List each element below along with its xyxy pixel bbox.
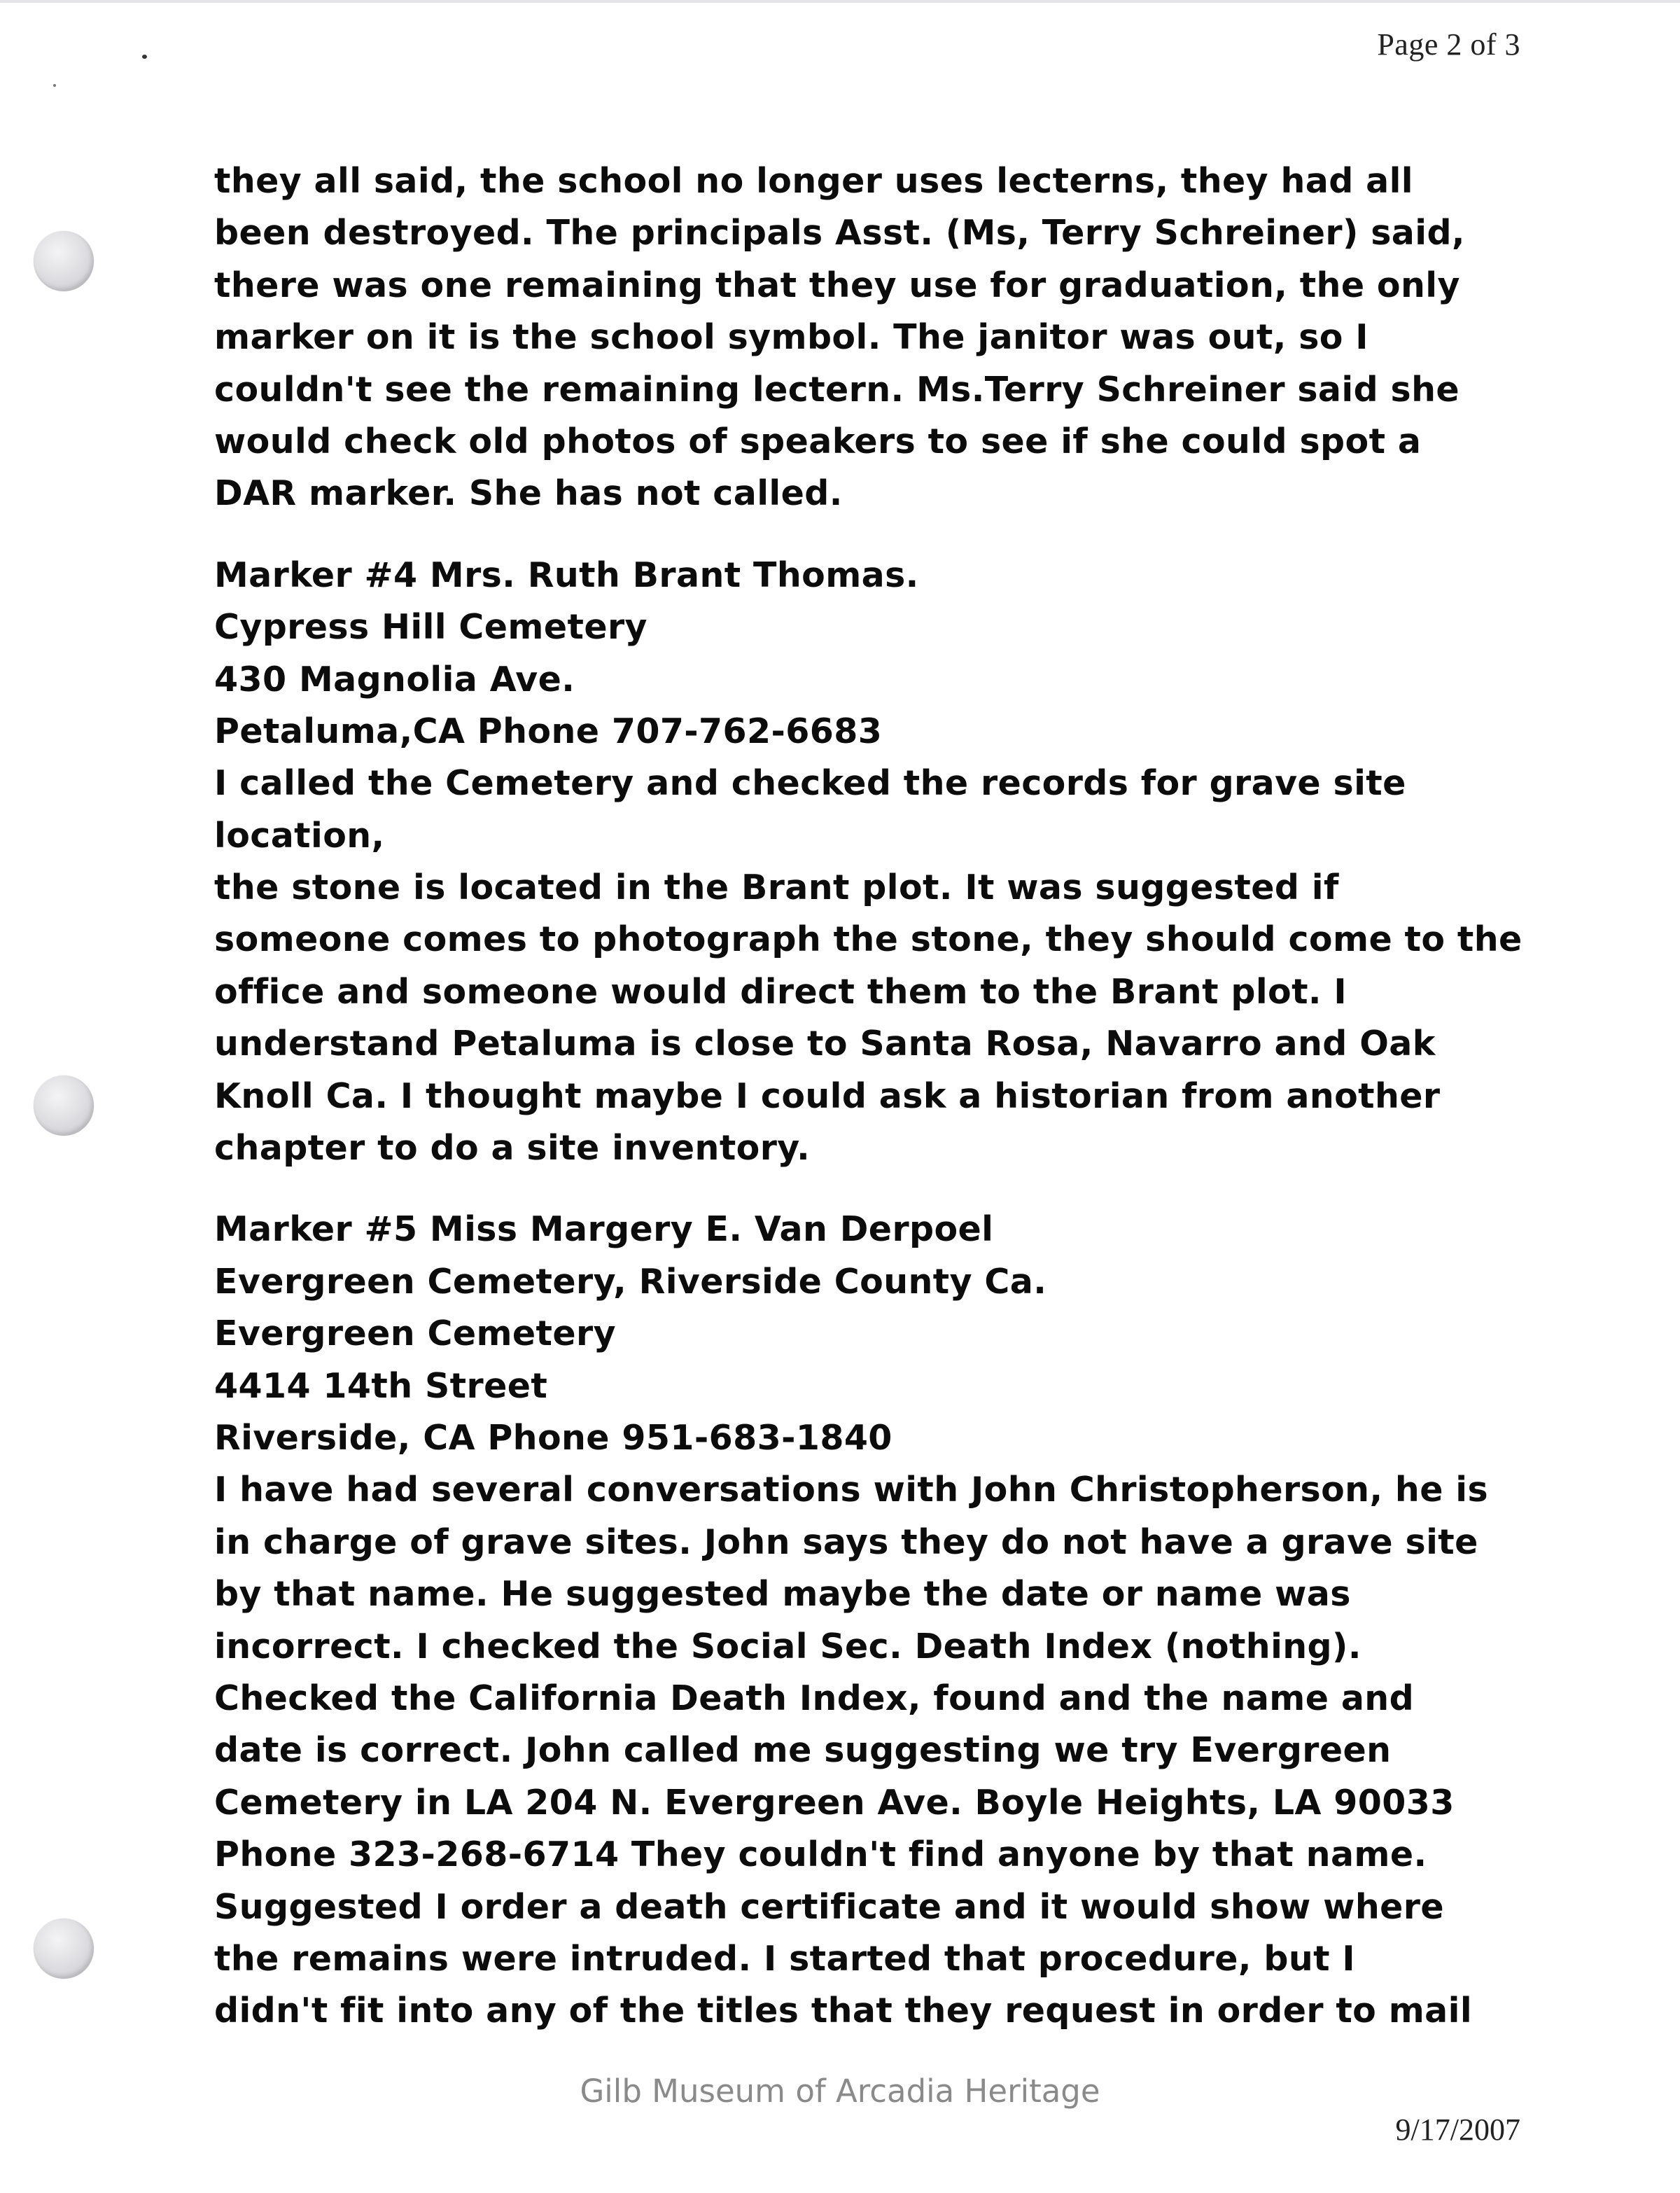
paragraph-school-lectern — [214, 155, 1488, 520]
text-line: the remains were intruded. I started that procedure, but I — [214, 1938, 1356, 1979]
text-line: the stone is located in the Brant plot. It was suggested if — [214, 868, 1339, 908]
text-line: marker on it is the school symbol. The janitor was out, so I — [214, 317, 1368, 358]
text-line: understand Petaluma is close to Santa Rosa, Navarro and Oak — [214, 1024, 1436, 1064]
text-line: didn't fit into any of the titles that they request in order to mail — [214, 1991, 1473, 2031]
binder-hole-bottom — [34, 1919, 94, 1979]
text-line: they all said, the school no longer uses lecterns, they had all — [214, 161, 1413, 201]
text-line: Riverside, CA Phone 951-683-1840 — [214, 1417, 892, 1458]
text-line: 430 Magnolia Ave. — [214, 659, 575, 699]
binder-hole-top — [34, 231, 94, 291]
letter-body — [214, 155, 1522, 2038]
text-line: in charge of grave sites. John says they do not have a grave site — [214, 1522, 1478, 1562]
museum-watermark: Gilb Museum of Arcadia Heritage — [580, 2073, 1100, 2110]
text-line: by that name. He suggested maybe the date or name was — [214, 1574, 1351, 1615]
paragraph-marker-5 — [214, 1204, 1488, 2037]
text-line: Petaluma,CA Phone 707-762-6683 — [214, 711, 883, 751]
text-line: chapter to do a site inventory. — [214, 1128, 811, 1169]
text-line: Cemetery in LA 204 N. Evergreen Ave. Boyle Heights, LA 90033 — [214, 1782, 1455, 1823]
text-line: Suggested I order a death certificate and it would show where — [214, 1886, 1444, 1927]
text-line: office and someone would direct them to the Brant plot. I — [214, 971, 1348, 1012]
paragraph-gap — [214, 1174, 1488, 1204]
text-line: I have had several conversations with John Christopherson, he is — [214, 1470, 1489, 1510]
scan-speck — [142, 55, 147, 59]
text-line: Knoll Ca. I thought maybe I could ask a historian from another — [214, 1075, 1441, 1116]
text-line: Phone 323-268-6714 They couldn't find anyone by that name. — [214, 1835, 1427, 1875]
text-line: couldn't see the remaining lectern. Ms.Terry Schreiner said she — [214, 369, 1460, 410]
page-number: Page 2 of 3 — [1377, 27, 1520, 62]
marker-heading: Marker #4 Mrs. Ruth Brant Thomas. — [214, 555, 919, 595]
scan-speck — [53, 84, 56, 87]
text-line: been destroyed. The principals Asst. (Ms, Terry Schreiner) said, — [214, 213, 1465, 253]
text-line: DAR marker. She has not called. — [214, 473, 843, 514]
paragraph-marker-4 — [214, 550, 1522, 1175]
text-line: someone comes to photograph the stone, they should come to the — [214, 919, 1522, 960]
text-line: would check old photos of speakers to see if she could spot a — [214, 421, 1422, 461]
text-line: 4414 14th Street — [214, 1365, 548, 1406]
document-date: 9/17/2007 — [1395, 2112, 1520, 2147]
marker-heading: Marker #5 Miss Margery E. Van Derpoel — [214, 1209, 994, 1250]
text-line: date is correct. John called me suggesting we try Evergreen — [214, 1730, 1392, 1771]
text-line: Evergreen Cemetery, Riverside County Ca. — [214, 1261, 1047, 1302]
text-line: incorrect. I checked the Social Sec. Death Index (nothing). — [214, 1626, 1362, 1666]
text-line: there was one remaining that they use for graduation, the only — [214, 265, 1460, 305]
text-line: Cypress Hill Cemetery — [214, 607, 648, 648]
text-line: Evergreen Cemetery — [214, 1314, 616, 1354]
paragraph-gap — [214, 520, 1488, 550]
text-line: I called the Cemetery and checked the records for grave site — [214, 763, 1406, 804]
text-line: Checked the California Death Index, found and the name and — [214, 1678, 1415, 1718]
scan-top-edge — [0, 0, 1680, 3]
text-line: location, — [214, 815, 385, 856]
binder-hole-middle — [34, 1075, 94, 1136]
